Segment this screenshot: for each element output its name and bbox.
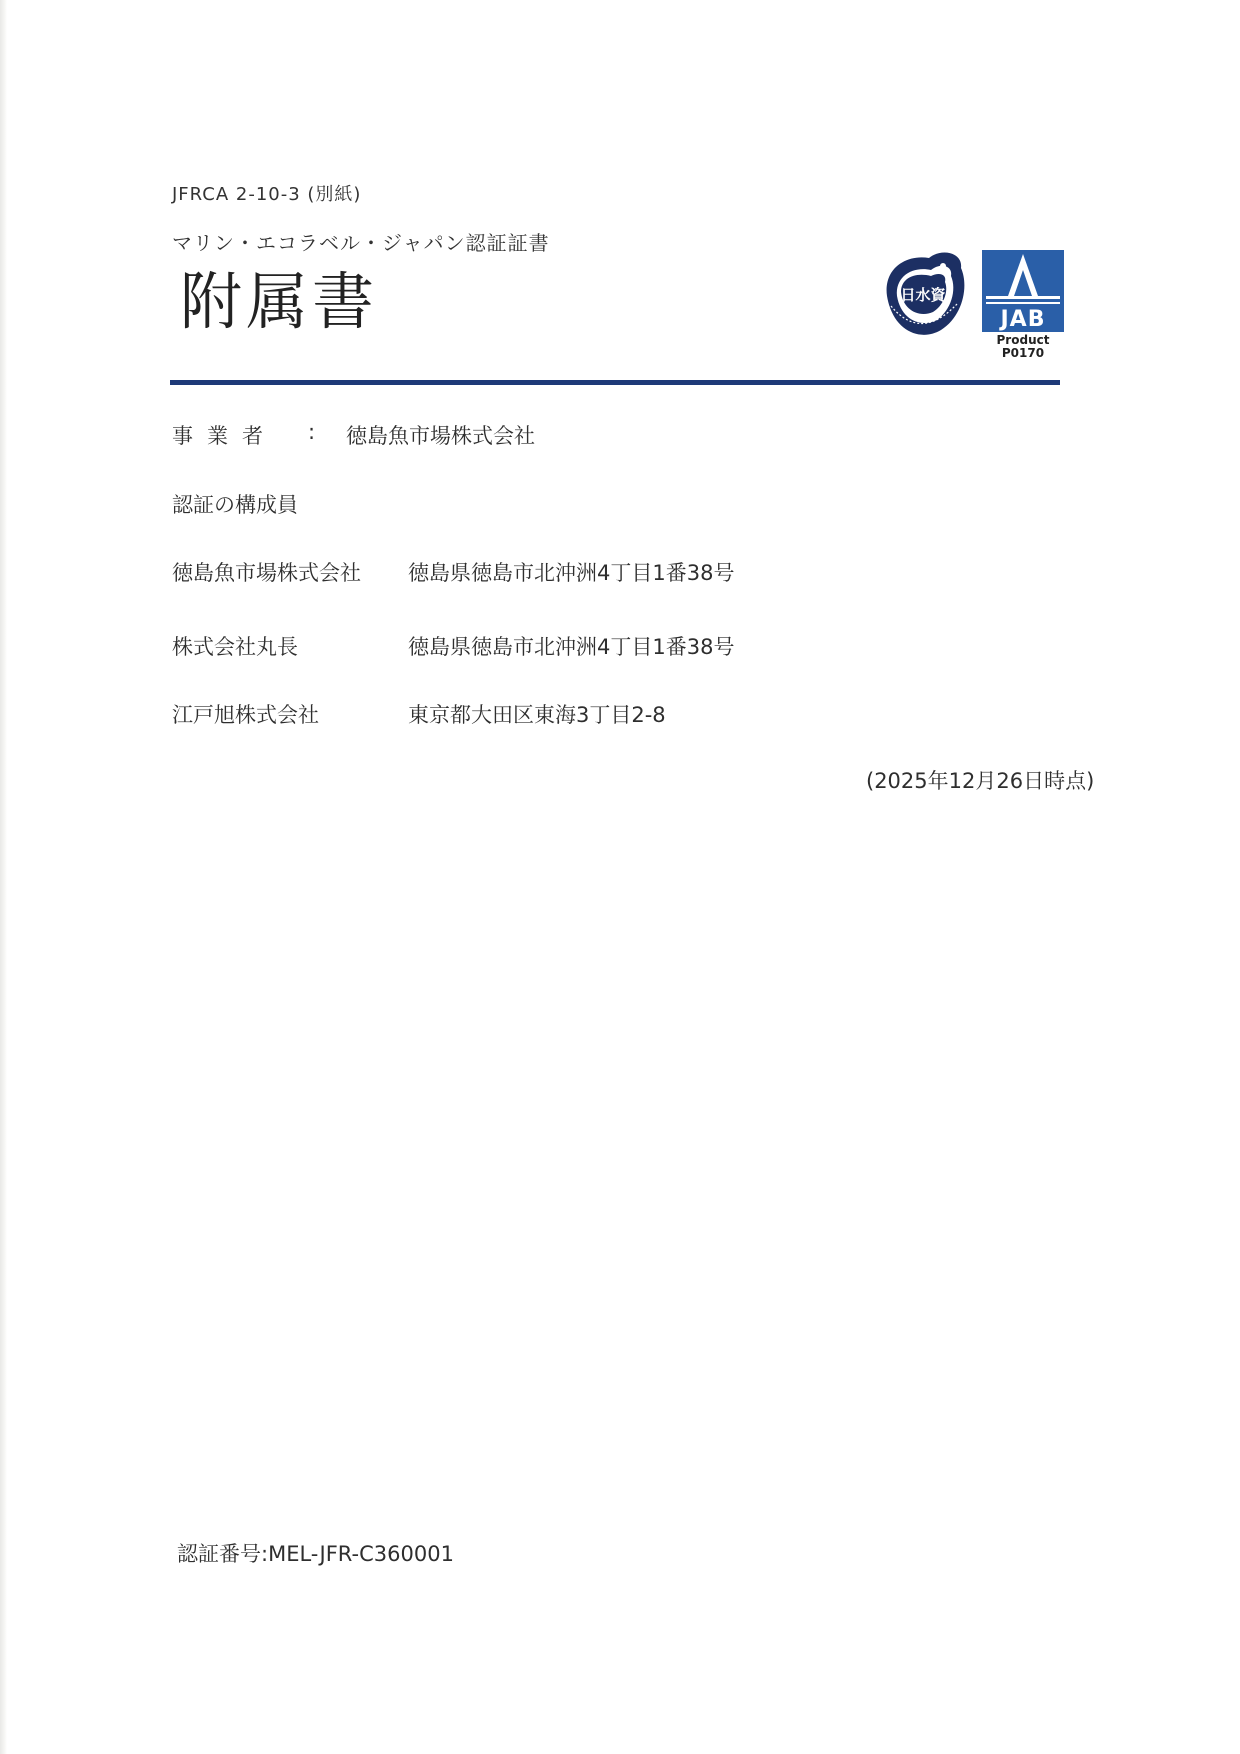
member-name: 江戸旭株式会社 [172, 703, 319, 727]
as-of-date: (2025年12月26日時点) [866, 769, 1095, 793]
member-address: 東京都大田区東海3丁目2-8 [408, 703, 666, 727]
members-title: 認証の構成員 [172, 493, 298, 517]
member-name: 徳島魚市場株式会社 [172, 561, 361, 585]
certificate-number: 認証番号:MEL-JFR-C360001 [177, 1542, 454, 1566]
jfrca-logo-text: 日水資 [900, 286, 946, 304]
page-title: 附属書 [180, 265, 379, 338]
member-address: 徳島県徳島市北沖洲4丁目1番38号 [408, 635, 735, 659]
scan-edge [0, 0, 7, 1754]
jab-product-label: Product [996, 333, 1050, 347]
member-address: 徳島県徳島市北沖洲4丁目1番38号 [408, 561, 735, 585]
jab-accreditation-logo [982, 250, 1064, 360]
document-code: JFRCA 2-10-3 (別紙) [172, 184, 362, 205]
certificate-name: マリン・エコラベル・ジャパン認証証書 [172, 231, 550, 255]
jab-logo-text: JAB [1000, 307, 1046, 332]
business-value: 徳島魚市場株式会社 [346, 424, 535, 448]
member-name: 株式会社丸長 [172, 635, 298, 659]
header-divider [170, 380, 1060, 385]
business-colon: : [308, 420, 316, 444]
jab-product-code: P0170 [1001, 346, 1045, 360]
business-label: 事業者 [172, 424, 277, 448]
jfrca-seal-logo [877, 246, 967, 340]
